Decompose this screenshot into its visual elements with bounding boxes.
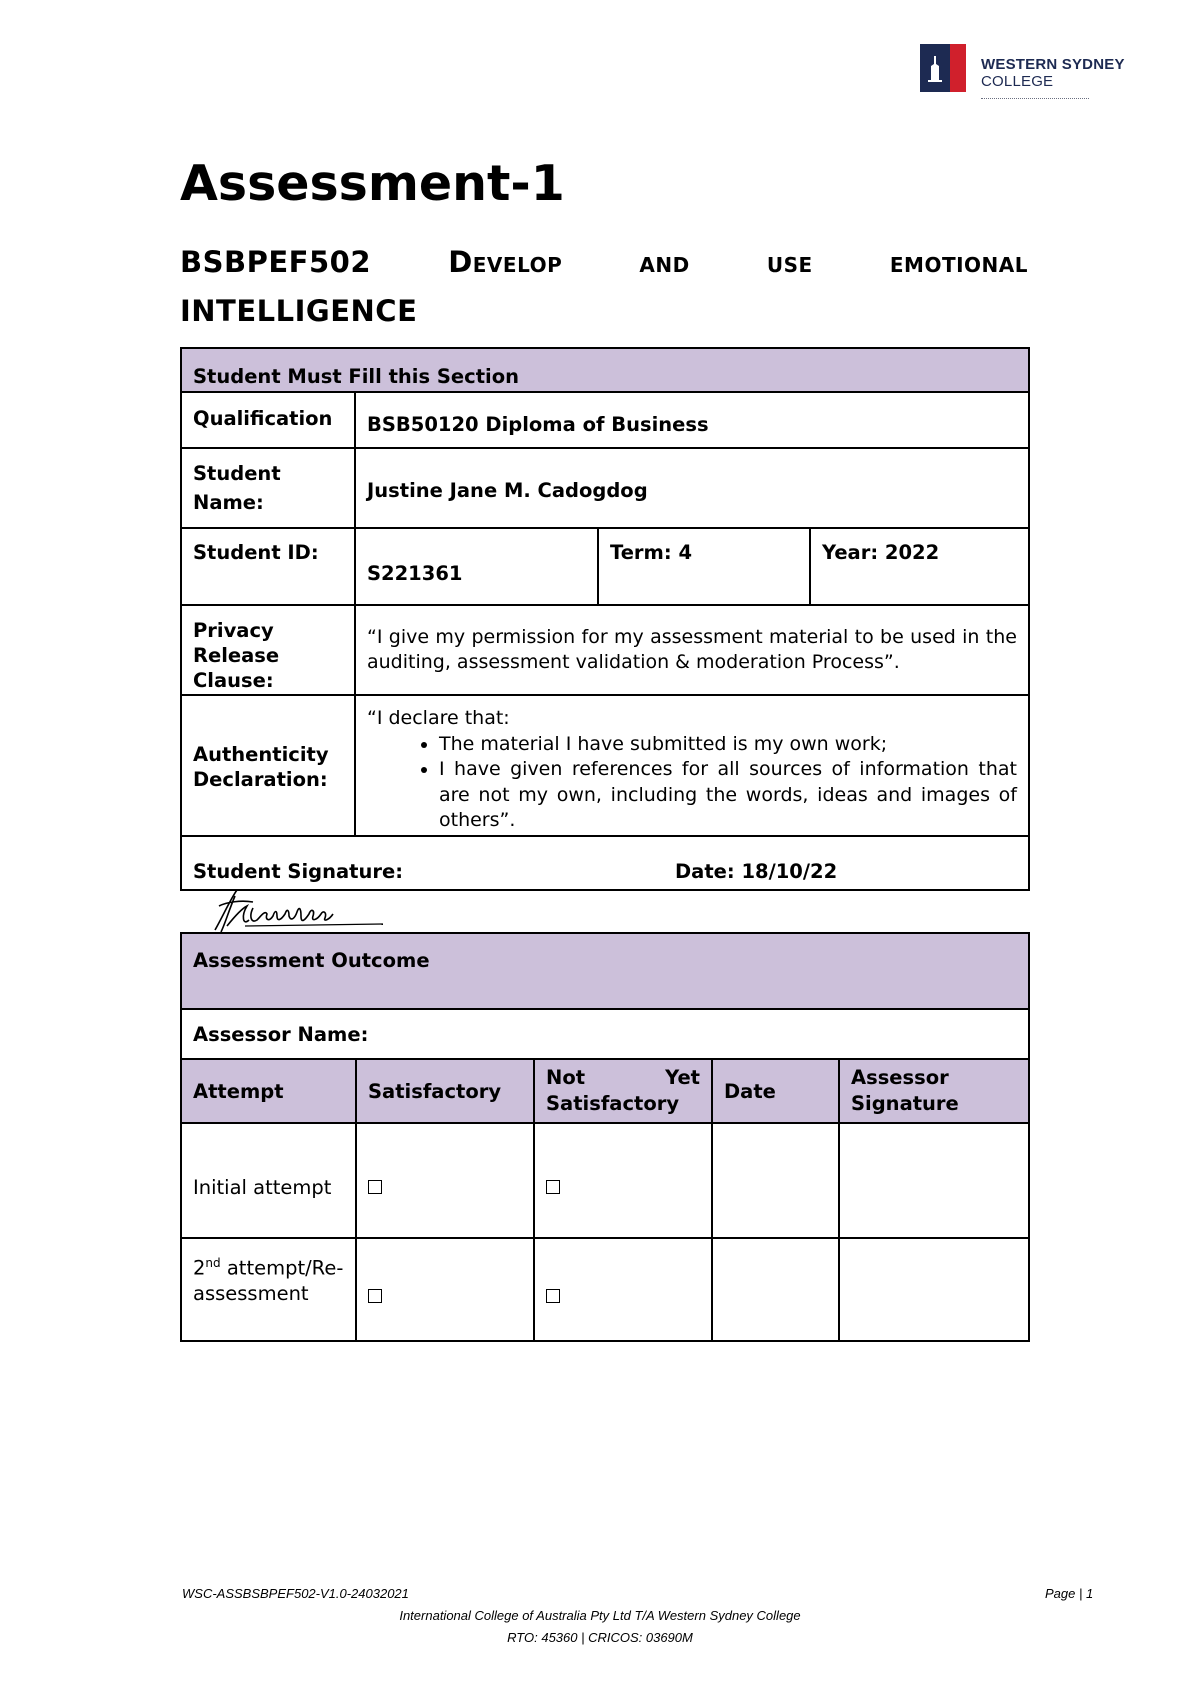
row2-satisfactory-checkbox[interactable] — [368, 1289, 382, 1303]
unit-title-line2: INTELLIGENCE — [180, 294, 418, 328]
authenticity-list — [367, 732, 1017, 834]
col-assessor-signature: Assessor Signature — [839, 1059, 1029, 1123]
unit-code: BSBPEF502 — [180, 245, 372, 279]
row-second-attempt — [181, 1238, 356, 1341]
authenticity-item-1: • The material I have submitted is my own work; — [439, 732, 1017, 758]
footer-org: International College of Australia Pty Ltd T/A Western Sydney College — [399, 1608, 801, 1623]
privacy-text: “I give my permission for my assessment material to be used in the auditing, assessment validation & moderation Process”. — [355, 605, 1029, 695]
row1-satisfactory-checkbox[interactable] — [368, 1180, 382, 1194]
col-date: Date — [712, 1059, 839, 1123]
col-not-yet-a: Not — [546, 1066, 586, 1089]
student-signature-image — [205, 886, 390, 936]
qualification-value: BSB50120 Diploma of Business — [355, 392, 1029, 448]
col-not-yet-satisfactory — [534, 1059, 712, 1123]
privacy-label: Privacy Release Clause: — [181, 605, 355, 695]
outcome-section-header: Assessment Outcome — [181, 933, 1029, 1009]
qualification-label: Qualification — [181, 392, 355, 448]
col-not-yet-b: Yet — [665, 1066, 700, 1089]
row1-not-yet-cell — [534, 1123, 712, 1238]
footer-page-number: Page | 1 — [1045, 1586, 1094, 1601]
row2-num: 2 — [193, 1256, 206, 1280]
page-title: Assessment-1 — [180, 155, 565, 212]
row2-assessor-signature-cell — [839, 1238, 1029, 1341]
student-id-value: S221361 — [355, 528, 598, 605]
signature-date: Date: 18/10/22 — [675, 860, 838, 883]
footer-rto: RTO: 45360 | CRICOS: 03690M — [507, 1630, 693, 1645]
logo-tagline — [981, 98, 1089, 102]
student-id-label: Student ID: — [181, 528, 355, 605]
col-not-yet-c: Satisfactory — [546, 1092, 680, 1115]
authenticity-item-2: • I have given references for all sources of information that are not my own, including the words, ideas and images of others”. — [439, 757, 1017, 834]
row-initial-attempt: Initial attempt — [181, 1123, 356, 1238]
student-signature-label: Student Signature: — [193, 860, 403, 883]
row1-not-yet-checkbox[interactable] — [546, 1180, 560, 1194]
authenticity-label: Authenticity Declaration: — [181, 695, 355, 836]
authenticity-declaration — [355, 695, 1029, 836]
col-attempt: Attempt — [181, 1059, 356, 1123]
signature-row — [181, 836, 1029, 890]
authenticity-intro: “I declare that: — [367, 707, 510, 729]
row1-assessor-signature-cell — [839, 1123, 1029, 1238]
logo-line2: COLLEGE — [981, 73, 1054, 90]
footer-doc-code: WSC-ASSBSBPEF502-V1.0-24032021 — [182, 1586, 409, 1601]
row2-date-cell — [712, 1238, 839, 1341]
student-section-header: Student Must Fill this Section — [181, 348, 1029, 392]
row1-satisfactory-cell — [356, 1123, 534, 1238]
college-logo-mark-icon — [920, 44, 966, 92]
unit-title-line1: Develop and use emotional — [448, 245, 1028, 279]
row2-not-yet-cell — [534, 1238, 712, 1341]
term-value: Term: 4 — [598, 528, 810, 605]
student-name-label: Student Name: — [181, 448, 355, 528]
unit-title — [180, 238, 1028, 336]
col-satisfactory: Satisfactory — [356, 1059, 534, 1123]
logo-line1: WESTERN SYDNEY — [981, 56, 1125, 73]
row2-rest: attempt/Re-assessment — [193, 1256, 344, 1305]
assessor-name-label: Assessor Name: — [181, 1009, 1029, 1059]
row2-satisfactory-cell — [356, 1238, 534, 1341]
row2-sup: nd — [205, 1256, 221, 1270]
student-name-value: Justine Jane M. Cadogdog — [355, 448, 1029, 528]
row2-not-yet-checkbox[interactable] — [546, 1289, 560, 1303]
college-logo — [920, 44, 1130, 106]
assessment-outcome-table — [180, 932, 1030, 1342]
row1-date-cell — [712, 1123, 839, 1238]
student-details-table — [180, 347, 1030, 891]
year-value: Year: 2022 — [810, 528, 1029, 605]
